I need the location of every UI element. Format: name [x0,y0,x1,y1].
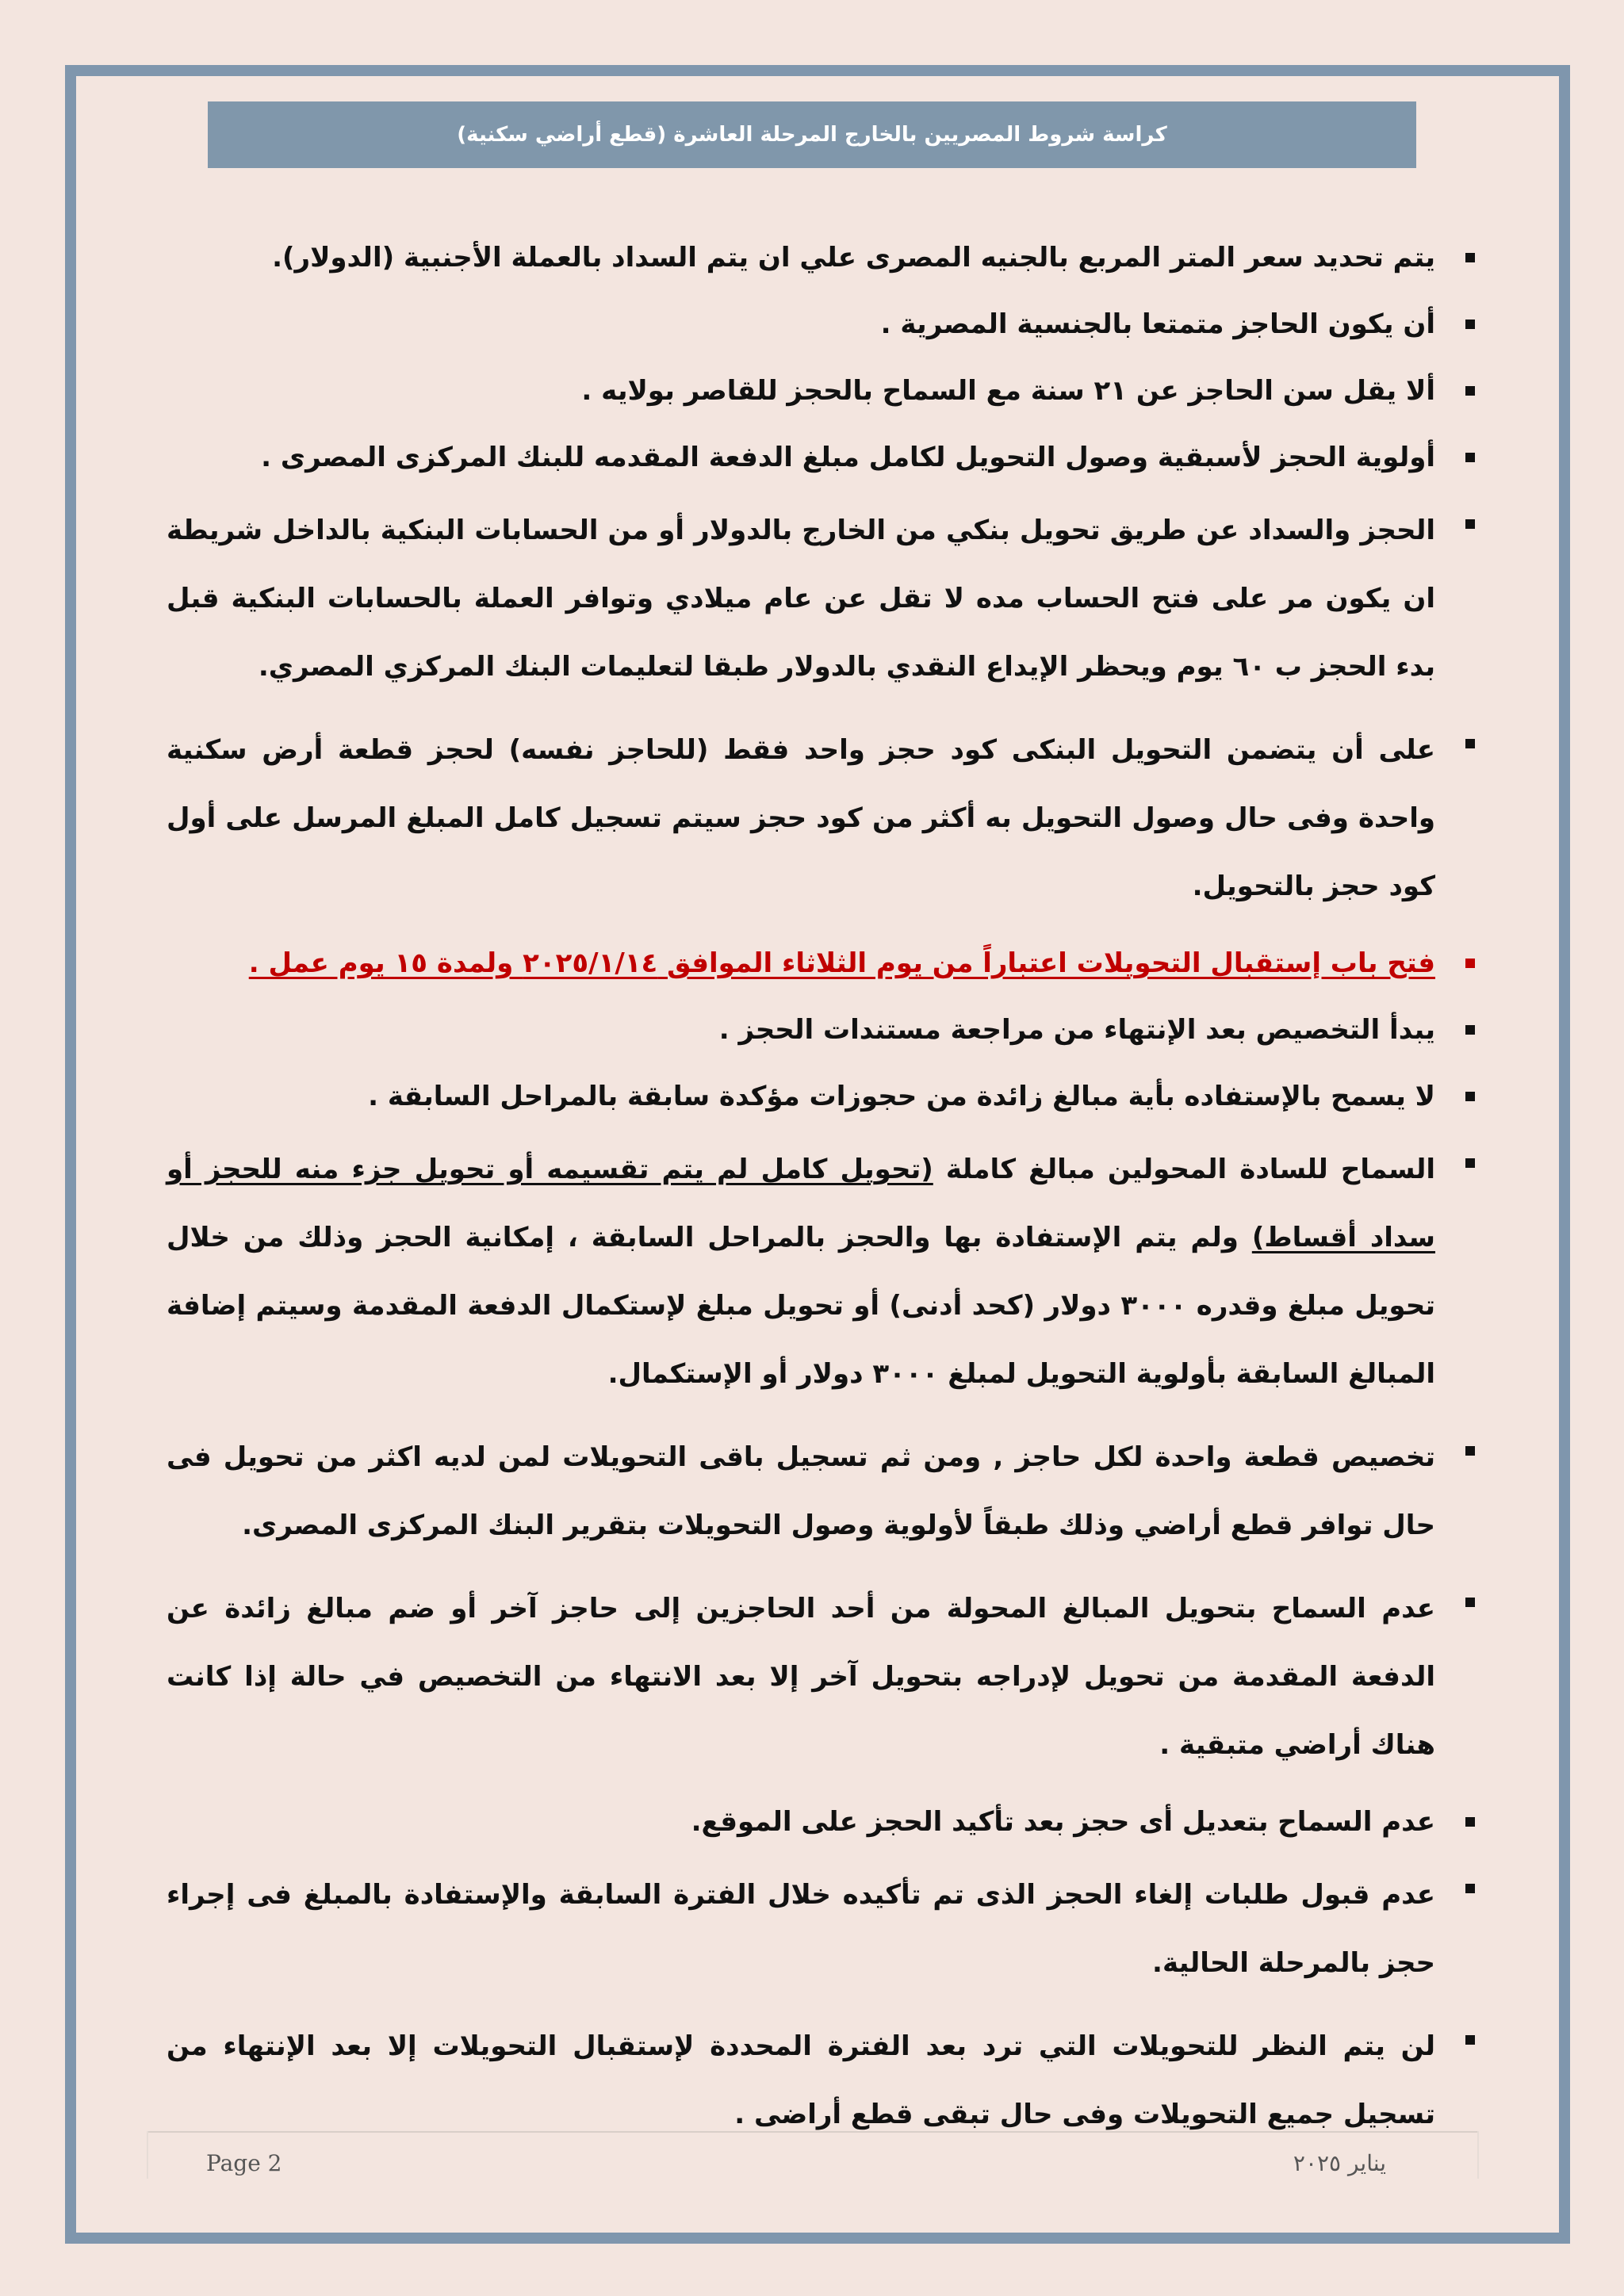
document-header [208,101,1416,168]
bullet-icon [1465,1817,1475,1827]
footer-divider-left [147,2131,148,2179]
bullet-icon [1465,1025,1475,1035]
list-item: عدم السماح بتعديل أى حجز بعد تأكيد الحجز على الموقع. [167,1794,1483,1850]
bullet-icon [1465,959,1475,968]
list-item: يبدأ التخصيص بعد الإنتهاء من مراجعة مستندات الحجز . [167,1002,1483,1058]
list-item: عدم قبول طلبات إلغاء الحجز الذى تم تأكيده خلال الفترة السابقة والإستفادة بالمبلغ فى إجراء حجز بالمرحلة الحالية. [167,1861,1483,1997]
bullet-icon [1465,1446,1475,1456]
list-item: عدم السماح بتحويل المبالغ المحولة من أحد الحاجزين إلى حاجز آخر أو ضم مبالغ زائدة عن الدفعة المقدمة من تحويل لإدراجه بتحويل آخر إلا بعد الانتهاء من التخصيص في حالة إذا كانت هناك أراضي متبقية . [167,1575,1483,1779]
bullet-icon [1465,453,1475,462]
footer-date: يناير ٢٠٢٥ [1293,2150,1386,2176]
list-item: على أن يتضمن التحويل البنكى كود حجز واحد فقط (للحاجز نفسه) لحجز قطعة أرض سكنية واحدة وفى حال وصول التحويل به أكثر من كود حجز سيتم تسجيل كامل المبلغ المرسل على أول كود حجز بالتحويل. [167,716,1483,920]
footer-divider-right [1477,2131,1479,2179]
list-item: لا يسمح بالإستفاده بأية مبالغ زائدة من حجوزات مؤكدة سابقة بالمراحل السابقة . [167,1069,1483,1124]
list-item: الحجز والسداد عن طريق تحويل بنكي من الخارج بالدولار أو من الحسابات البنكية بالداخل شريطة ان يكون مر على فتح الحساب مده لا تقل عن عام ميلادي وتوافر العملة بالحسابات البنكية قبل بدء الحجز ب ٦٠ يوم ويحظر الإيداع النقدي بالدولار طبقا لتعليمات البنك المركزي المصري. [167,496,1483,701]
list-item: السماح للسادة المحولين مبالغ كاملة (تحويل كامل لم يتم تقسيمه أو تحويل جزء منه للحجز أو سداد أقساط) ولم يتم الإستفادة بها والحجز بالمراحل السابقة ، إمكانية الحجز وذلك من خلال تحويل مبلغ وقدره ٣٠٠٠ دولار (كحد أدنى) أو تحويل مبلغ لإستكمال الدفعة المقدمة وسيتم إضافة المبالغ السابقة بأولوية التحويل لمبلغ ٣٠٠٠ دولار أو الإستكمال. [167,1135,1483,1408]
document-title: كراسة شروط المصريين بالخارج المرحلة العاشرة (قطع أراضي سكنية) [457,123,1167,147]
list-item-highlight: فتح باب إستقبال التحويلات اعتباراً من يوم الثلاثاء الموافق ٢٠٢٥/١/١٤ ولمدة ١٥ يوم عمل . [167,936,1483,991]
list-item: ألا يقل سن الحاجز عن ٢١ سنة مع السماح بالحجز للقاصر بولايه . [167,363,1483,419]
bullet-icon [1465,1884,1475,1893]
footer-divider [147,2131,1479,2133]
bullet-icon [1465,320,1475,329]
list-item: أولوية الحجز لأسبقية وصول التحويل لكامل مبلغ الدفعة المقدمه للبنك المركزى المصرى . [167,430,1483,485]
bullet-icon [1465,386,1475,396]
bullet-icon [1465,1092,1475,1101]
underlined-text: (تحويل كامل لم يتم تقسيمه أو تحويل جزء منه للحجز أو سداد أقساط) [167,1154,1435,1253]
page-number: Page 2 [206,2150,282,2176]
list-item: لن يتم النظر للتحويلات التي ترد بعد الفترة المحددة لإستقبال التحويلات إلا بعد الإنتهاء من تسجيل جميع التحويلات وفى حال تبقى قطع أراضى . [167,2012,1483,2149]
conditions-list [167,230,1483,2164]
bullet-icon [1465,739,1475,748]
bullet-icon [1465,2035,1475,2045]
bullet-icon [1465,519,1475,529]
bullet-icon [1465,1598,1475,1607]
list-item: تخصيص قطعة واحدة لكل حاجز , ومن ثم تسجيل باقى التحويلات لمن لديه اكثر من تحويل فى حال توافر قطع أراضي وذلك طبقاً لأولوية وصول التحويلات بتقرير البنك المركزى المصرى. [167,1423,1483,1559]
list-item: أن يكون الحاجز متمتعا بالجنسية المصرية . [167,297,1483,352]
list-item: يتم تحديد سعر المتر المربع بالجنيه المصرى علي ان يتم السداد بالعملة الأجنبية (الدولار). [167,230,1483,285]
bullet-icon [1465,253,1475,262]
bullet-icon [1465,1158,1475,1168]
